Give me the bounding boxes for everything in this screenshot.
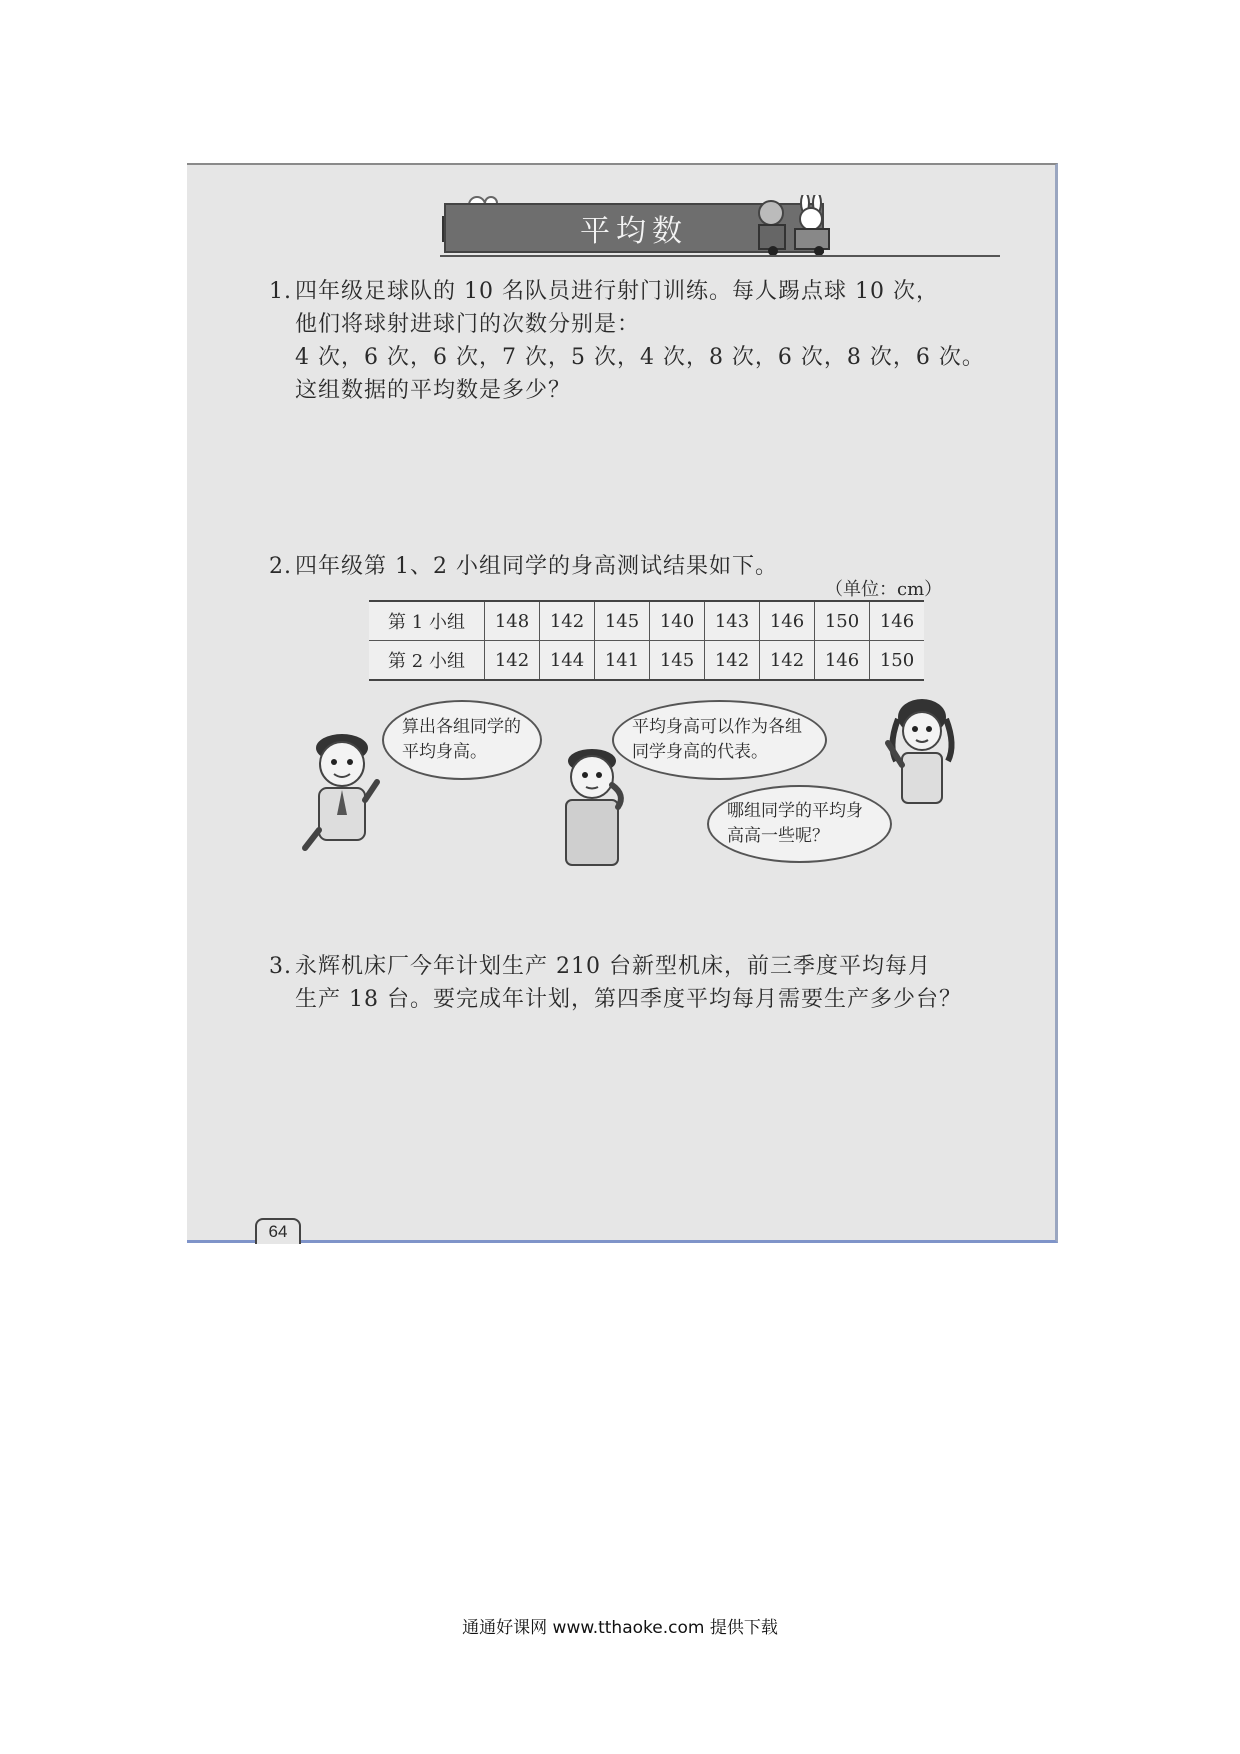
speech-bubble-middle — [612, 700, 827, 780]
boy-left-illustration — [297, 730, 387, 860]
girl-right-illustration — [882, 695, 962, 820]
page-title: 平均数 — [444, 203, 824, 253]
table-cell: 146 — [870, 601, 925, 641]
question-3-number: 3. — [269, 954, 292, 979]
question-1-number: 1. — [269, 279, 292, 304]
textbook-page — [187, 163, 1058, 1243]
speech-bubble-right — [707, 785, 892, 863]
table-cell: 146 — [760, 601, 815, 641]
speech-bubble-middle-text: 平均身高可以作为各组同学身高的代表。 — [632, 717, 802, 762]
speech-bubble-left — [382, 700, 542, 780]
question-1 — [269, 275, 989, 407]
row-label: 第 2 小组 — [369, 641, 485, 681]
unit-note: （单位：cm） — [825, 579, 943, 600]
table-cell: 150 — [870, 641, 925, 681]
question-3 — [269, 950, 999, 1016]
question-1-line-3: 4 次，6 次，6 次，7 次，5 次，4 次，8 次，6 次，8 次，6 次。 — [295, 345, 985, 370]
table-cell: 143 — [705, 601, 760, 641]
footer-credit: 通通好课网 www.tthaoke.com 提供下载 — [462, 1618, 778, 1638]
table-cell: 145 — [650, 641, 705, 681]
row-label: 第 1 小组 — [369, 601, 485, 641]
question-2-text: 四年级第 1、2 小组同学的身高测试结果如下。 — [295, 554, 778, 579]
table-cell: 142 — [485, 641, 540, 681]
table-row — [369, 601, 924, 641]
speech-bubble-left-text: 算出各组同学的平均身高。 — [402, 717, 521, 762]
table-cell: 142 — [705, 641, 760, 681]
table-cell: 148 — [485, 601, 540, 641]
kids-rabbit-illustration — [743, 195, 843, 257]
table-cell: 150 — [815, 601, 870, 641]
title-underline — [440, 255, 1000, 257]
table-cell: 144 — [540, 641, 595, 681]
question-1-line-2: 他们将球射进球门的次数分别是： — [295, 312, 641, 337]
table-cell: 140 — [650, 601, 705, 641]
question-2-number: 2. — [269, 554, 292, 579]
table-cell: 142 — [540, 601, 595, 641]
question-1-line-4: 这组数据的平均数是多少？ — [295, 378, 572, 403]
table-cell: 146 — [815, 641, 870, 681]
boy-middle-illustration — [552, 745, 632, 875]
table-cell: 142 — [760, 641, 815, 681]
table-row — [369, 641, 924, 681]
page-number: 64 — [255, 1218, 301, 1244]
question-3-line-1: 永辉机床厂今年计划生产 210 台新型机床，前三季度平均每月 — [295, 954, 931, 979]
question-1-line-1: 四年级足球队的 10 名队员进行射门训练。每人踢点球 10 次， — [295, 279, 939, 304]
table-cell: 141 — [595, 641, 650, 681]
question-3-line-2: 生产 18 台。要完成年计划，第四季度平均每月需要生产多少台？ — [295, 987, 962, 1012]
speech-bubble-right-text: 哪组同学的平均身高高一些呢？ — [727, 801, 863, 846]
height-table — [369, 600, 924, 681]
table-cell: 145 — [595, 601, 650, 641]
